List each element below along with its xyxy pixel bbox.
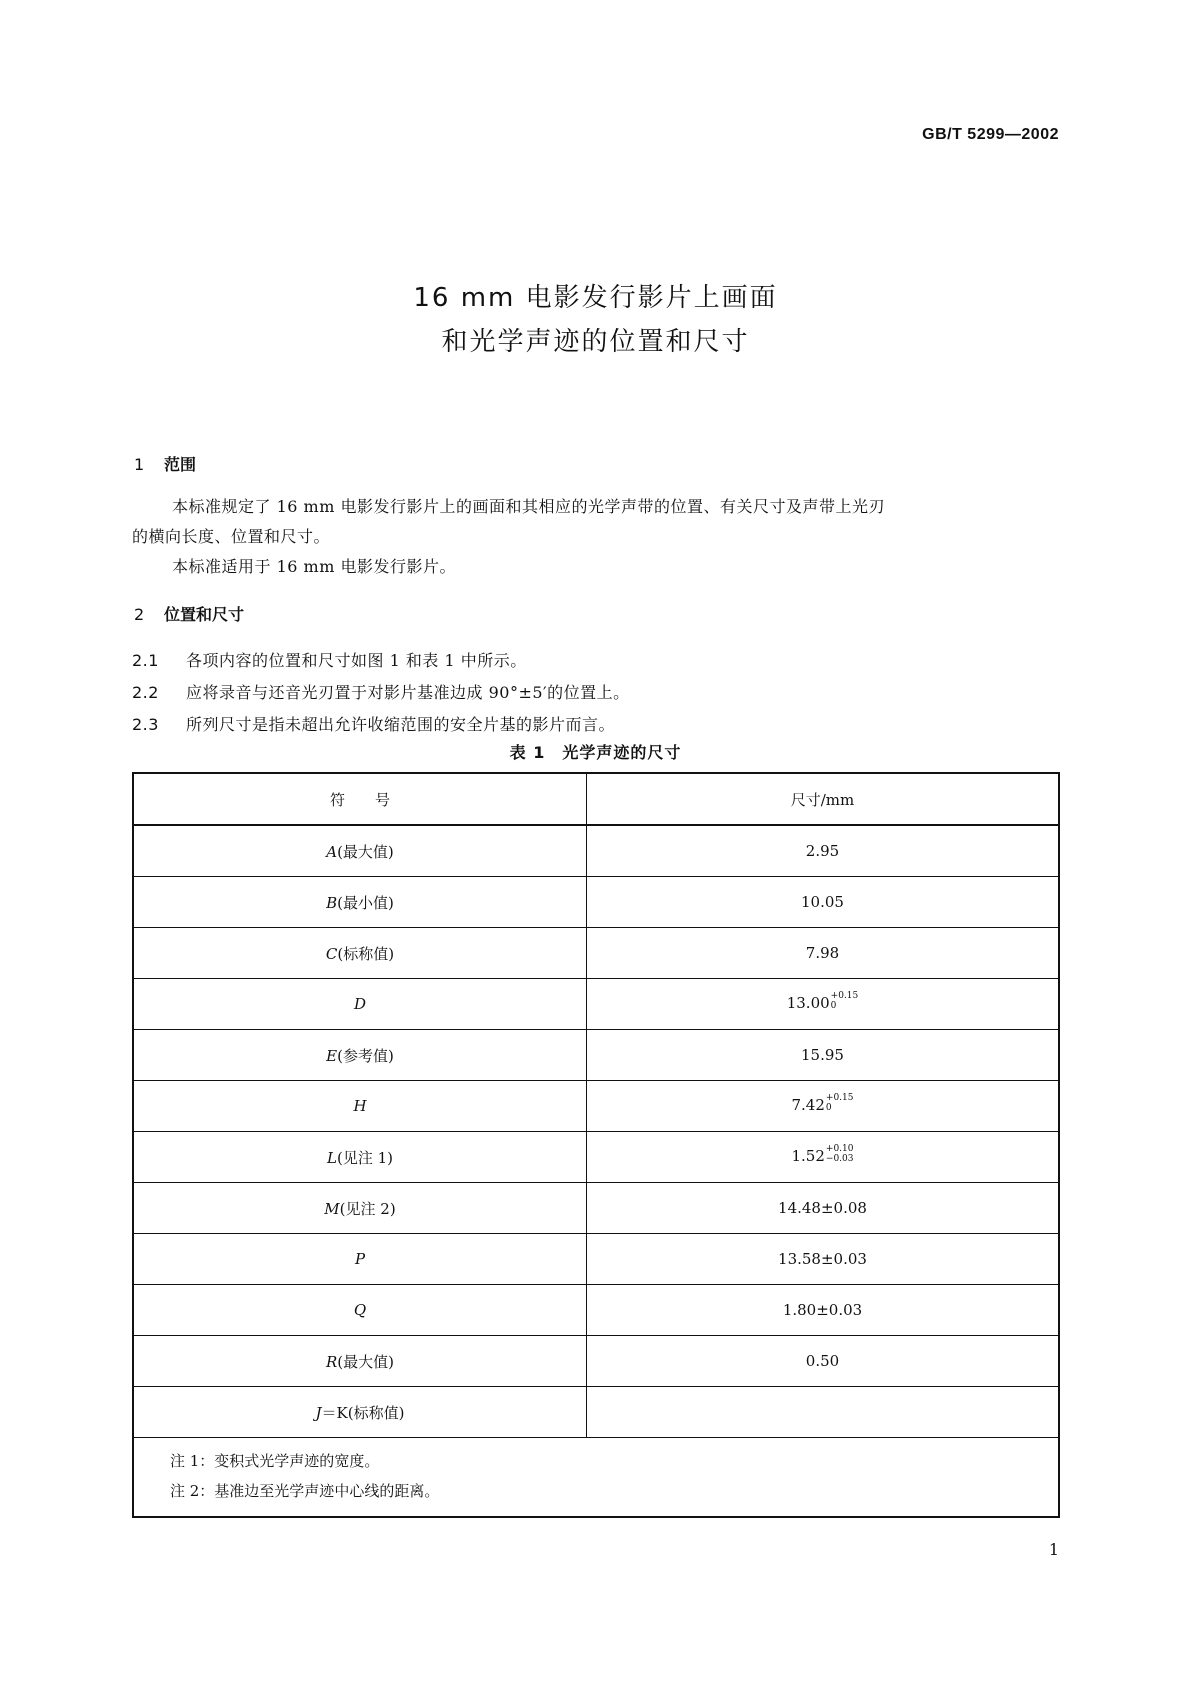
dimension-cell <box>587 1183 1059 1234</box>
symbol: M <box>324 1199 340 1218</box>
symbol-cell <box>134 1234 587 1285</box>
title-line-2: 和光学声迹的位置和尺寸 <box>441 327 750 357</box>
symbol-note: (标称值) <box>337 944 395 963</box>
dimension-cell <box>587 1132 1059 1183</box>
section-2-number: 2 <box>134 605 145 624</box>
symbol-cell <box>134 1030 587 1081</box>
dimension-value: 1.80±0.03 <box>782 1301 863 1319</box>
table-row <box>134 1081 1058 1132</box>
title-line-1: 16 mm 电影发行影片上画面 <box>413 283 778 313</box>
tolerance-lower: 0 <box>825 1103 832 1113</box>
dimension-value: 1.52 <box>791 1147 825 1165</box>
dimension-value: 7.42 <box>791 1096 825 1114</box>
symbol-cell <box>134 1081 587 1132</box>
dimension-value: 15.95 <box>801 1046 844 1064</box>
symbol-note: ＝K(标称值) <box>321 1403 405 1422</box>
standard-code: GB/T 5299—2002 <box>922 126 1059 143</box>
table-row <box>134 1336 1058 1387</box>
dimension-value: 13.58±0.03 <box>778 1250 867 1268</box>
table-row <box>134 1387 1058 1438</box>
section-1-paragraph-1 <box>132 492 1062 522</box>
dimension-value: 0.50 <box>805 1352 840 1370</box>
document-title <box>0 276 1191 364</box>
page-number: 1 <box>1048 1540 1059 1559</box>
table-row <box>134 1234 1058 1285</box>
section-2-heading <box>134 602 244 625</box>
symbol-cell <box>134 877 587 928</box>
symbol-cell <box>134 1132 587 1183</box>
dimension-cell <box>587 877 1059 928</box>
table-row <box>134 979 1058 1030</box>
dimension-value: 10.05 <box>801 893 844 911</box>
symbol: E <box>326 1046 338 1065</box>
dimension-cell <box>587 1336 1059 1387</box>
dimension-value: 14.48±0.08 <box>778 1199 867 1217</box>
symbol-cell <box>134 1183 587 1234</box>
tolerance-lower: −0.03 <box>825 1154 854 1164</box>
symbol: D <box>353 995 367 1013</box>
table-caption: 表 1 光学声迹的尺寸 <box>509 743 682 762</box>
clause-2-2 <box>132 680 630 703</box>
clause-text: 各项内容的位置和尺寸如图 1 和表 1 中所示。 <box>186 651 527 670</box>
dimension-value: 13.00 <box>786 994 830 1012</box>
tolerance-upper: +0.10 <box>825 1144 854 1154</box>
dimension-cell <box>587 1030 1059 1081</box>
symbol: L <box>327 1148 337 1167</box>
section-1-heading <box>134 452 196 475</box>
symbol: J <box>315 1403 322 1422</box>
table-row <box>134 928 1058 979</box>
dimension-cell <box>587 1081 1059 1132</box>
symbol-note: (最大值) <box>337 842 394 861</box>
symbol-note: (最大值) <box>337 1352 394 1371</box>
clause-2-1 <box>132 648 527 671</box>
dimension-value: 2.95 <box>805 842 840 860</box>
section-1-paragraph-1-cont <box>132 522 1062 552</box>
symbol-cell <box>134 825 587 877</box>
symbol-note: (见注 2) <box>339 1199 396 1218</box>
tolerance-upper: +0.15 <box>830 991 859 1001</box>
symbol-note: (参考值) <box>337 1046 394 1065</box>
table-header-row <box>134 774 1058 825</box>
tolerance <box>826 1144 854 1164</box>
clause-2-3 <box>132 712 615 735</box>
tolerance <box>826 1093 854 1113</box>
tolerance <box>831 991 859 1011</box>
symbol-cell <box>134 979 587 1030</box>
section-1-para-1-line-1: 本标准规定了 16 mm 电影发行影片上的画面和其相应的光学声带的位置、有关尺寸及声带上光刃 <box>172 497 885 516</box>
symbol: R <box>325 1352 338 1371</box>
table-row <box>134 1183 1058 1234</box>
symbol-cell <box>134 1285 587 1336</box>
clause-number: 2.3 <box>132 715 159 734</box>
dimension-table <box>132 772 1060 1518</box>
table-row <box>134 1030 1058 1081</box>
table-notes <box>134 1438 1058 1516</box>
dimension-value: 7.98 <box>805 944 840 962</box>
symbol: B <box>326 893 338 912</box>
symbol: A <box>326 842 338 861</box>
symbol-note: (见注 1) <box>336 1148 393 1167</box>
clause-number: 2.2 <box>132 683 159 702</box>
clause-number: 2.1 <box>132 651 159 670</box>
symbol: Q <box>353 1301 367 1319</box>
clause-text: 应将录音与还音光刃置于对影片基准边成 90°±5′的位置上。 <box>186 683 630 702</box>
section-1-paragraph-2: 本标准适用于 16 mm 电影发行影片。 <box>172 557 456 576</box>
table-note-2: 注 2：基准边至光学声迹中心线的距离。 <box>170 1482 440 1500</box>
dimension-cell <box>587 979 1059 1030</box>
section-1-para-1-line-2: 的横向长度、位置和尺寸。 <box>132 527 331 546</box>
tolerance-upper: +0.15 <box>825 1093 854 1103</box>
dimension-cell <box>587 825 1059 877</box>
dimension-cell <box>587 1234 1059 1285</box>
section-1-number: 1 <box>134 455 145 474</box>
table-note-1: 注 1：变积式光学声迹的宽度。 <box>170 1452 380 1470</box>
symbol: P <box>354 1250 366 1268</box>
table-row <box>134 1132 1058 1183</box>
column-header-dimension: 尺寸/mm <box>587 774 1059 825</box>
section-1-title: 范围 <box>164 455 197 474</box>
dimension-cell <box>587 1285 1059 1336</box>
symbol: H <box>353 1097 367 1115</box>
table-row <box>134 1285 1058 1336</box>
dimension-cell <box>587 928 1059 979</box>
clause-text: 所列尺寸是指未超出允许收缩范围的安全片基的影片而言。 <box>186 715 616 734</box>
symbol-cell <box>134 1387 587 1438</box>
symbol-cell <box>134 928 587 979</box>
tolerance-lower: 0 <box>830 1001 837 1011</box>
symbol: C <box>325 944 338 963</box>
symbol-note: (最小值) <box>337 893 394 912</box>
section-2-title: 位置和尺寸 <box>164 605 245 624</box>
column-header-symbol: 符 号 <box>134 774 587 825</box>
table-row <box>134 877 1058 928</box>
dimension-cell <box>587 1387 1059 1438</box>
symbol-cell <box>134 1336 587 1387</box>
table-row <box>134 825 1058 877</box>
